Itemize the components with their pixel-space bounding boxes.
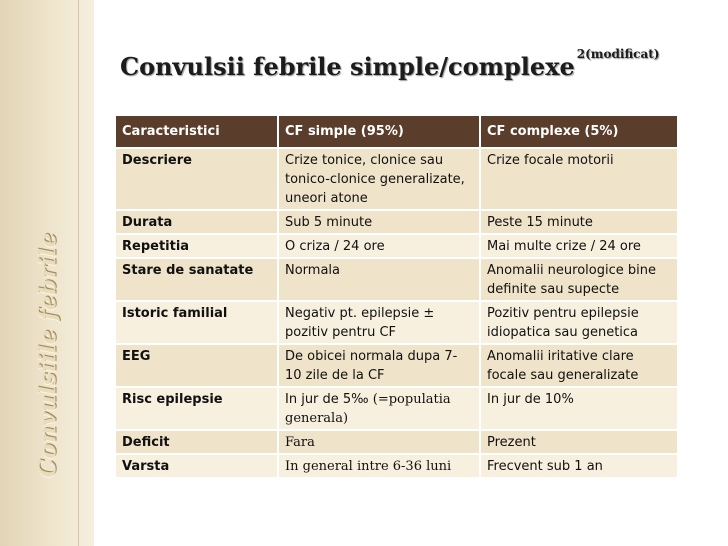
header-simple: CF simple (95%) [278, 116, 480, 148]
table-row [116, 454, 678, 477]
table-row [116, 234, 678, 258]
row-label: EEG [116, 344, 278, 387]
header-complex: CF complexe (5%) [480, 116, 678, 148]
side-title: Convulsiile febrile [34, 232, 62, 478]
table-row [116, 344, 678, 387]
header-characteristics: Caracteristici [116, 116, 278, 148]
complex-cell: Prezent [480, 430, 678, 454]
table-row [116, 301, 678, 344]
simple-cell: O criza / 24 ore [278, 234, 480, 258]
title-superscript: 2(modificat) [576, 47, 660, 61]
comparison-table [116, 116, 679, 477]
table-row [116, 210, 678, 234]
table-row [116, 430, 678, 454]
simple-cell: Normala [278, 258, 480, 301]
side-divider [78, 0, 79, 546]
table-row [116, 387, 678, 430]
complex-cell: Frecvent sub 1 an [480, 454, 678, 477]
complex-cell: Anomalii iritative clare focale sau generalizate [480, 344, 678, 387]
simple-cell: Negativ pt. epilepsie ± pozitiv pentru CF [278, 301, 480, 344]
simple-cell: Crize tonice, clonice sau tonico-clonice generalizate, uneori atone [278, 148, 480, 210]
complex-cell: Anomalii neurologice bine definite sau supecte [480, 258, 678, 301]
complex-cell: Peste 15 minute [480, 210, 678, 234]
table-row [116, 258, 678, 301]
simple-cell: Fara [278, 430, 480, 454]
simple-cell [278, 387, 480, 430]
complex-cell: Pozitiv pentru epilepsie idiopatica sau genetica [480, 301, 678, 344]
table-row [116, 148, 678, 210]
complex-cell: Crize focale motorii [480, 148, 678, 210]
row-label: Stare de sanatate [116, 258, 278, 301]
simple-cell: De obicei normala dupa 7-10 zile de la CF [278, 344, 480, 387]
row-label: Risc epilepsie [116, 387, 278, 430]
row-label: Durata [116, 210, 278, 234]
row-label: Repetitia [116, 234, 278, 258]
complex-cell: In jur de 10% [480, 387, 678, 430]
page-title [120, 47, 660, 81]
row-label: Varsta [116, 454, 278, 477]
row-label: Deficit [116, 430, 278, 454]
simple-cell-part-a: In jur de 5‰ [285, 392, 369, 407]
row-label: Descriere [116, 148, 278, 210]
simple-cell: In general intre 6-36 luni [278, 454, 480, 477]
title-main: Convulsii febrile simple/complexe [120, 52, 575, 81]
simple-cell: Sub 5 minute [278, 210, 480, 234]
table-header-row [116, 116, 678, 148]
row-label: Istoric familial [116, 301, 278, 344]
simple-cell-part-b: (=populatia generala) [285, 392, 451, 426]
complex-cell: Mai multe crize / 24 ore [480, 234, 678, 258]
